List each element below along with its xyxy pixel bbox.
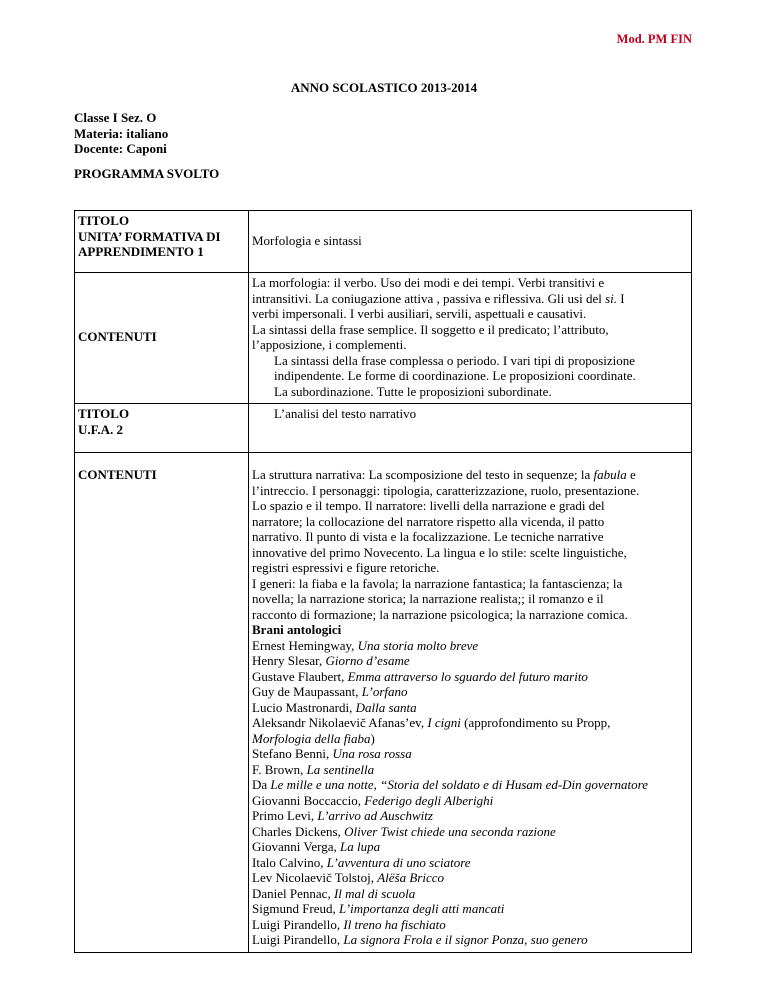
anthology-author: Daniel Pennac, [252,885,334,901]
anthology-title: Una storia molto breve [357,637,479,653]
list-item [252,808,688,824]
content-line: La subordinazione. Tutte le proposizioni subordinate. [274,383,552,399]
anthology-title: L’avventura di uno sciatore [326,854,471,870]
list-item [252,839,688,855]
list-item [252,762,688,778]
content-line: racconto di formazione; la narrazione psicologica; la narrazione comica. [252,606,628,622]
content-line: novella; la narrazione storica; la narrazione realista;; il romanzo e il [252,591,604,606]
unit-1-title-text: Morfologia e sintassi [252,232,362,248]
anthology-author: Lev Nicolaevič Tolstoj, [252,870,378,885]
content-text: I [617,290,625,306]
list-item [252,824,688,840]
row-label [75,453,249,953]
anthology-title: Giorno d’esame [325,653,410,668]
content-italic: si. [605,290,617,306]
anthology-author: F. Brown, [252,761,307,777]
anthology-title: La lupa [339,839,381,854]
anthology-author: Italo Calvino, [252,854,327,870]
content-line: La sintassi della frase semplice. Il soggetto e il predicato; l’attributo, [252,321,609,337]
content-text: intransitivi. La coniugazione attiva , passiva e riflessiva. Gli usi del [252,290,606,306]
unit-2-contents [249,453,692,953]
class-section: Classe I Sez. O [74,110,157,125]
list-item [252,746,688,762]
anthology-author: Giovanni Verga, [252,839,340,854]
row-label [75,273,249,404]
list-item [252,855,688,871]
anthology-title: La sentinella [306,761,375,777]
anthology-title: Alëša Bricco [377,870,445,885]
content-line: verbi impersonali. I verbi ausiliari, servili, aspettuali e causativi. [252,306,587,321]
anthology-title: Oliver Twist chiede una seconda razione [344,823,556,839]
anthology-author: Giovanni Boccaccio, [252,792,365,808]
content-line [252,291,688,307]
anthology-author: Aleksandr Nikolaevič Afanas’ev, [252,715,428,730]
anthology-author: Luigi Pirandello, [252,932,344,947]
content-line: l’intreccio. I personaggi: tipologia, caratterizzazione, ruolo, presentazione. [252,482,640,498]
unit-1-contents [249,273,692,404]
list-item [252,715,688,731]
anthology-author: Guy de Maupassant, [252,684,362,699]
row-label [75,404,249,453]
content-line: indipendente. Le forme di coordinazione. Le proposizioni coordinate. [274,368,636,383]
list-item [252,653,688,669]
list-item [252,901,688,917]
anthology-author: Gustave Flaubert, [252,668,348,684]
anthology-title: L’importanza degli atti mancati [339,901,505,916]
content-line: narratore; la collocazione del narratore rispetto alla vicenda, il patto [252,513,605,529]
anthology-title: Emma attraverso lo sguardo del futuro marito [347,668,588,684]
list-item [252,731,688,747]
school-year-heading: ANNO SCOLASTICO 2013-2014 [290,80,478,95]
anthology-title: Il treno ha fischiato [343,916,446,932]
list-item [252,777,688,793]
label-line: U.F.A. 2 [78,421,124,437]
content-italic: fabula [593,467,627,482]
anthology-title: I cigni [427,715,461,730]
subject: Materia: italiano [74,125,169,141]
form-code: Mod. PM FIN [616,32,692,46]
table-row [75,273,692,404]
list-item [252,932,688,948]
anthology-author: Luigi Pirandello, [252,916,344,932]
anthology-author: Da [252,777,271,792]
content-line: innovative del primo Novecento. La lingua e lo stile: scelte linguistiche, [252,544,627,560]
list-item [252,917,688,933]
anthology-author: Henry Slesar, [252,653,326,668]
unit-2-title-text: L’analisi del testo narrativo [274,406,417,421]
label-line: TITOLO [78,213,130,228]
unit-1-title [249,211,692,273]
anthology-note: ) [370,730,375,746]
anthology-title: Una rosa rossa [332,746,412,761]
list-item [252,684,688,700]
anthology-author: Sigmund Freud, [252,901,340,916]
content-line: narrativo. Il punto di vista e la focalizzazione. Le tecniche narrative [252,529,604,544]
list-item [252,669,688,685]
table-row [75,404,692,453]
anthology-note: (approfondimento su Propp, [460,715,611,730]
label-line: CONTENUTI [78,467,157,482]
teacher: Docente: Caponi [74,141,167,156]
anthology-title: La signora Frola e il signor Ponza, suo genero [343,932,588,947]
anthology-author: Charles Dickens, [252,823,345,839]
list-item [252,870,688,886]
anthology-title: L’orfano [361,684,408,699]
list-item [252,700,688,716]
table-row [75,453,692,953]
content-text: La struttura narrativa: La scomposizione del testo in sequenze; la [252,467,594,482]
label-line: TITOLO [78,406,130,421]
label-line: APPRENDIMENTO 1 [78,244,204,259]
anthology-title: Federigo degli Alberighi [364,792,494,808]
list-item [252,886,688,902]
anthology-author: Stefano Benni, [252,746,333,761]
content-line: l’apposizione, i complementi. [252,337,407,352]
row-label [75,211,249,273]
label-line: CONTENUTI [78,329,157,345]
anthology-heading: Brani antologici [252,622,342,637]
class-info [74,110,168,157]
anthology-title: Le mille e una notte, “Storia del soldato e di Husam ed-Din governatore [270,777,648,792]
unit-2-title [249,404,692,453]
content-line: registri espressivi e figure retoriche. [252,560,440,575]
table-row [75,211,692,273]
anthology-title: L’arrivo ad Auschwitz [317,808,433,823]
content-line: La morfologia: il verbo. Uso dei modi e dei tempi. Verbi transitivi e [252,275,605,290]
list-item [252,638,688,654]
programme-table [74,210,692,953]
programme-title: PROGRAMMA SVOLTO [74,166,220,181]
label-line: UNITA’ FORMATIVA DI [78,228,221,244]
anthology-author: Lucio Mastronardi, [252,699,356,715]
anthology-title: Dalla santa [355,699,417,715]
anthology-title: Morfologia della fiaba [252,730,371,746]
content-line: I generi: la fiaba e la favola; la narrazione fantastica; la fantascienza; la [252,575,623,591]
content-line [252,467,688,483]
list-item [252,793,688,809]
anthology-author: Ernest Hemingway, [252,637,358,653]
content-text: e [626,467,636,482]
content-line: La sintassi della frase complessa o periodo. I vari tipi di proposizione [274,352,636,368]
anthology-title: Il mal di scuola [333,885,416,901]
anthology-author: Primo Levi, [252,808,318,823]
content-line: Lo spazio e il tempo. Il narratore: livelli della narrazione e gradi del [252,498,605,513]
